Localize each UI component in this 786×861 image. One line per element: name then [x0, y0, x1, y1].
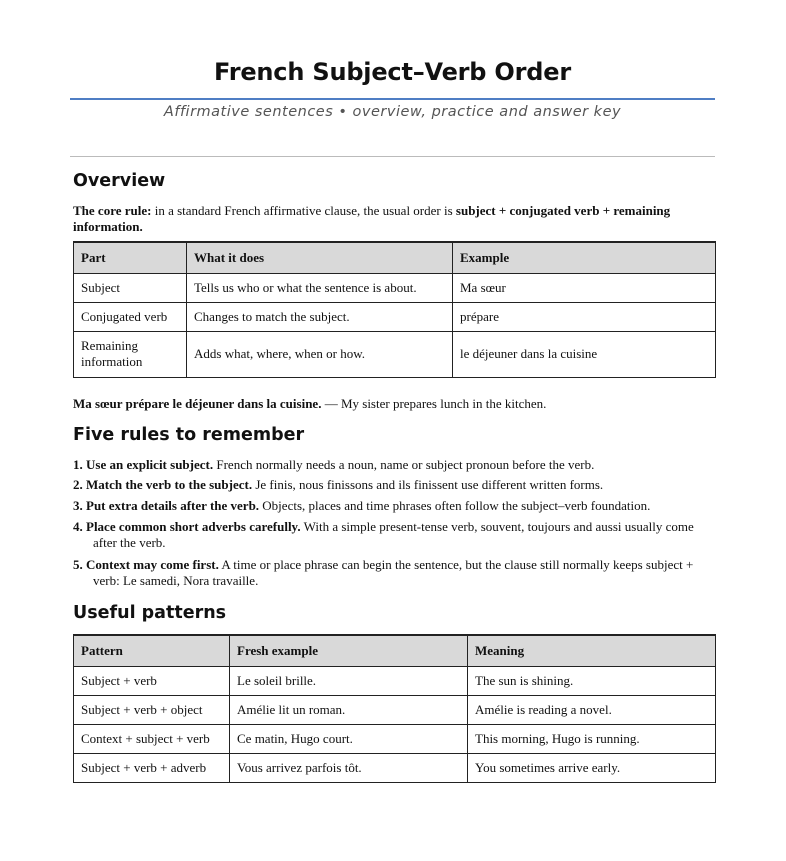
table-cell: le déjeuner dans la cuisine	[453, 331, 716, 377]
core-rule-paragraph	[73, 203, 713, 235]
core-rule-label: The core rule:	[73, 203, 152, 218]
title-divider	[70, 98, 715, 100]
overview-table	[73, 241, 716, 378]
rule-title: Use an explicit subject.	[86, 457, 214, 472]
document-title: French Subject–Verb Order	[214, 58, 571, 86]
overview-header-part: Part	[74, 242, 187, 273]
list-item	[73, 519, 715, 551]
table-row	[74, 302, 716, 331]
overview-header-what: What it does	[187, 242, 453, 273]
table-row	[74, 724, 716, 753]
patterns-table	[73, 634, 716, 783]
table-cell: Context + subject + verb	[74, 724, 230, 753]
table-row	[74, 273, 716, 302]
table-cell: Subject + verb + object	[74, 695, 230, 724]
table-row	[74, 331, 716, 377]
table-cell: Ma sœur	[453, 273, 716, 302]
subtitle-divider	[70, 156, 715, 157]
document-subtitle: Affirmative sentences • overview, practice and answer key	[163, 104, 622, 120]
table-cell: This morning, Hugo is running.	[468, 724, 716, 753]
rules-heading: Five rules to remember	[73, 425, 305, 445]
table-cell: prépare	[453, 302, 716, 331]
rule-title: Context may come first.	[86, 557, 219, 572]
overview-example-sentence	[73, 396, 713, 412]
list-item	[73, 477, 715, 493]
rule-text: French normally needs a noun, name or subject pronoun before the verb.	[213, 457, 595, 472]
table-cell: Ce matin, Hugo court.	[230, 724, 468, 753]
list-item	[73, 498, 715, 514]
core-rule-text: in a standard French affirmative clause, the usual order is	[151, 203, 456, 218]
table-cell: Adds what, where, when or how.	[187, 331, 453, 377]
rule-number: 1.	[73, 457, 83, 472]
table-cell: Amélie is reading a novel.	[468, 695, 716, 724]
table-cell: Vous arrivez parfois tôt.	[230, 753, 468, 782]
table-cell: Subject + verb	[74, 666, 230, 695]
table-cell: Amélie lit un roman.	[230, 695, 468, 724]
table-row	[74, 753, 716, 782]
rule-title: Put extra details after the verb.	[86, 498, 260, 513]
rule-number: 2.	[73, 477, 83, 492]
patterns-table-header-row	[74, 635, 716, 666]
table-cell: Subject	[74, 273, 187, 302]
patterns-header-meaning: Meaning	[468, 635, 716, 666]
rule-text: Objects, places and time phrases often follow the subject–verb foundation.	[259, 498, 651, 513]
rule-text: Je finis, nous finissons and ils finissent use different written forms.	[252, 477, 604, 492]
table-row	[74, 695, 716, 724]
patterns-header-example: Fresh example	[230, 635, 468, 666]
table-cell: Le soleil brille.	[230, 666, 468, 695]
rule-title: Place common short adverbs carefully.	[86, 519, 301, 534]
table-cell: Conjugated verb	[74, 302, 187, 331]
rule-number: 5.	[73, 557, 83, 572]
overview-heading: Overview	[73, 171, 166, 191]
rule-number: 4.	[73, 519, 83, 534]
example-english: — My sister prepares lunch in the kitchen.	[321, 396, 547, 411]
rule-title: Match the verb to the subject.	[86, 477, 253, 492]
overview-header-example: Example	[453, 242, 716, 273]
patterns-heading: Useful patterns	[73, 603, 227, 623]
table-cell: The sun is shining.	[468, 666, 716, 695]
core-rule-formula: subject + conjugated verb + remaining information.	[73, 203, 671, 234]
table-cell: Subject + verb + adverb	[74, 753, 230, 782]
table-row	[74, 666, 716, 695]
table-cell: Tells us who or what the sentence is about.	[187, 273, 453, 302]
table-cell: You sometimes arrive early.	[468, 753, 716, 782]
example-french: Ma sœur prépare le déjeuner dans la cuisine.	[73, 396, 322, 411]
rule-text: With a simple present-tense verb, souvent, toujours and aussi usually come after the verb.	[93, 519, 694, 550]
overview-table-header-row	[74, 242, 716, 273]
list-item	[73, 557, 715, 589]
rule-text: A time or place phrase can begin the sentence, but the clause still normally keeps subject + verb: Le samedi, Nora travaille.	[93, 557, 694, 588]
rule-number: 3.	[73, 498, 83, 513]
patterns-header-pattern: Pattern	[74, 635, 230, 666]
table-cell: Changes to match the subject.	[187, 302, 453, 331]
list-item	[73, 457, 715, 473]
table-cell: Remaining information	[74, 331, 187, 377]
